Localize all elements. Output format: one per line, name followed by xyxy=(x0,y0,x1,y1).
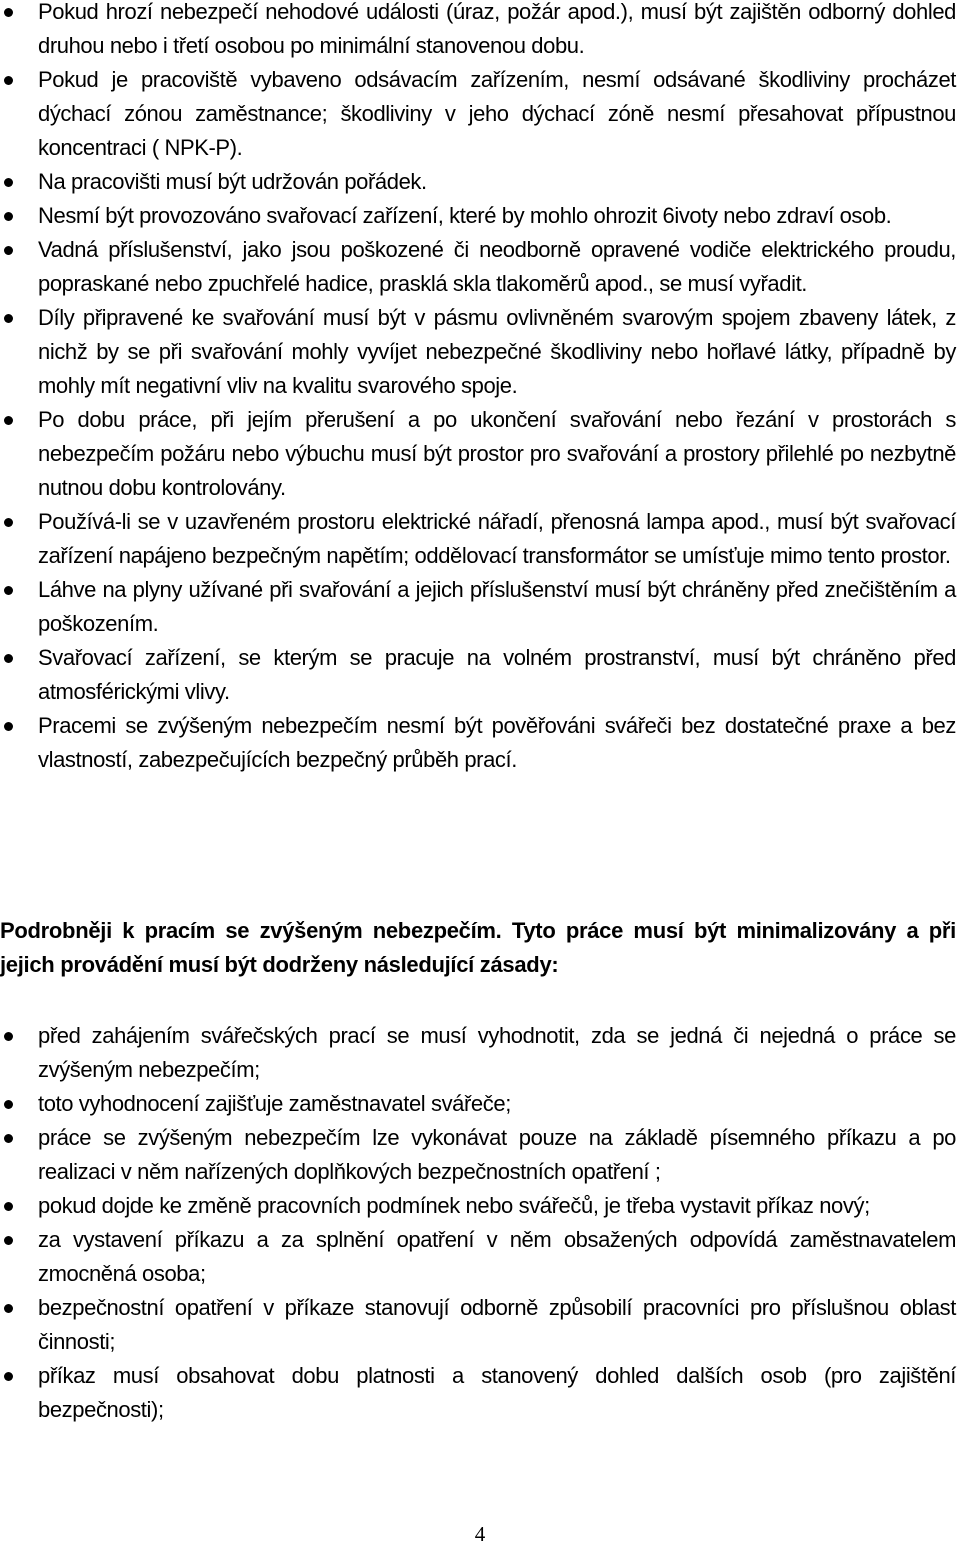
list-item-text: toto vyhodnocení zajišťuje zaměstnavatel svářeče; xyxy=(38,1091,511,1116)
bullet-icon xyxy=(4,586,13,595)
list-item-text: Pokud je pracoviště vybaveno odsávacím zařízením, nesmí odsávané škodliviny procházet dýchací zónou zaměstnance; škodliviny v jeho dýchací zóně nesmí přesahovat přípustnou koncentraci ( NPK-P). xyxy=(38,67,956,160)
list-item xyxy=(0,709,960,777)
list-item-text: Po dobu práce, při jejím přerušení a po ukončení svařování nebo řezání v prostorách s nebezpečím požáru nebo výbuchu musí být prostor pro svařování a prostory přilehlé po nezbytně nutnou dobu kontrolovány. xyxy=(38,407,956,500)
bullet-icon xyxy=(4,76,13,85)
list-item xyxy=(0,1019,960,1087)
bullet-icon xyxy=(4,1202,13,1211)
list-item xyxy=(0,1291,960,1359)
list-item-text: Na pracovišti musí být udržován pořádek. xyxy=(38,169,427,194)
list-item-text: před zahájením svářečských prací se musí vyhodnotit, zda se jedná či nejedná o práce se zvýšeným nebezpečím; xyxy=(38,1023,956,1082)
list-item xyxy=(0,403,960,505)
list-item xyxy=(0,301,960,403)
list-item-text: Díly připravené ke svařování musí být v pásmu ovlivněném svarovým spojem zbaveny látek, z nichž by se při svařování mohly vyvíjet nebezpečné škodliviny nebo hořlavé látky, případně by mohly mít negativní vliv na kvalitu svarového spoje. xyxy=(38,305,956,398)
list-item-text: práce se zvýšeným nebezpečím lze vykonávat pouze na základě písemného příkazu a po realizaci v něm nařízených doplňkových bezpečnostních opatření ; xyxy=(38,1125,956,1184)
list-item xyxy=(0,1223,960,1291)
list-item xyxy=(0,233,960,301)
bullet-icon xyxy=(4,8,13,17)
list-item xyxy=(0,573,960,641)
list-item xyxy=(0,0,960,63)
bullet-icon xyxy=(4,1100,13,1109)
list-item-text: Vadná příslušenství, jako jsou poškozené či neodborně opravené vodiče elektrického proudu, popraskané nebo zpuchřelé hadice, prasklá skla tlakoměrů apod., se musí vyřadit. xyxy=(38,237,956,296)
list-item-text: bezpečnostní opatření v příkaze stanovují odborně způsobilí pracovníci pro příslušnou oblast činnosti; xyxy=(38,1295,956,1354)
list-item xyxy=(0,63,960,165)
list-item xyxy=(0,199,960,233)
list-item-text: Používá-li se v uzavřeném prostoru elektrické nářadí, přenosná lampa apod., musí být svařovací zařízení napájeno bezpečným napětím; oddělovací transformátor se umísťuje mimo tento prostor. xyxy=(38,509,956,568)
list-item-text: Pracemi se zvýšeným nebezpečím nesmí být pověřováni svářeči bez dostatečné praxe a bez vlastností, zabezpečujících bezpečný průběh prací. xyxy=(38,713,956,772)
bullet-icon xyxy=(4,416,13,425)
bullet-icon xyxy=(4,1372,13,1381)
bullet-icon xyxy=(4,518,13,527)
bullet-icon xyxy=(4,246,13,255)
section-heading: Podrobněji k pracím se zvýšeným nebezpečím. Tyto práce musí být minimalizovány a při jejich provádění musí být dodrženy následující zásady: xyxy=(0,918,956,977)
bullet-icon xyxy=(4,654,13,663)
list-item-text: Pokud hrozí nebezpečí nehodové události (úraz, požár apod.), musí být zajištěn odborný dohled druhou nebo i třetí osobou po minimální stanovenou dobu. xyxy=(38,0,956,58)
bullet-icon xyxy=(4,1134,13,1143)
list-item xyxy=(0,641,960,709)
page-number: 4 xyxy=(474,1522,486,1546)
bullet-icon xyxy=(4,314,13,323)
list-item-text: Svařovací zařízení, se kterým se pracuje na volném prostranství, musí být chráněno před atmosférickými vlivy. xyxy=(38,645,956,704)
list-item xyxy=(0,1359,960,1427)
bullet-icon xyxy=(4,1304,13,1313)
bullet-icon xyxy=(4,212,13,221)
list-item-text: příkaz musí obsahovat dobu platnosti a stanovený dohled dalších osob (pro zajištění bezpečnosti); xyxy=(38,1363,956,1422)
list-item xyxy=(0,1189,960,1223)
list-item-text: za vystavení příkazu a za splnění opatření v něm obsažených odpovídá zaměstnavatelem zmocněná osoba; xyxy=(38,1227,956,1286)
bullet-icon xyxy=(4,722,13,731)
list-item-text: pokud dojde ke změně pracovních podmínek nebo svářečů, je třeba vystavit příkaz nový; xyxy=(38,1193,870,1218)
list-item-text: Nesmí být provozováno svařovací zařízení, které by mohlo ohrozit 6ivoty nebo zdraví osob. xyxy=(38,203,892,228)
high-risk-work-rules-list xyxy=(0,1019,960,1427)
bullet-icon xyxy=(4,1032,13,1041)
list-item xyxy=(0,1121,960,1189)
bullet-icon xyxy=(4,178,13,187)
list-item xyxy=(0,505,960,573)
bullet-icon xyxy=(4,1236,13,1245)
list-item xyxy=(0,1087,960,1121)
list-item-text: Láhve na plyny užívané při svařování a jejich příslušenství musí být chráněny před znečištěním a poškozením. xyxy=(38,577,956,636)
list-item xyxy=(0,165,960,199)
